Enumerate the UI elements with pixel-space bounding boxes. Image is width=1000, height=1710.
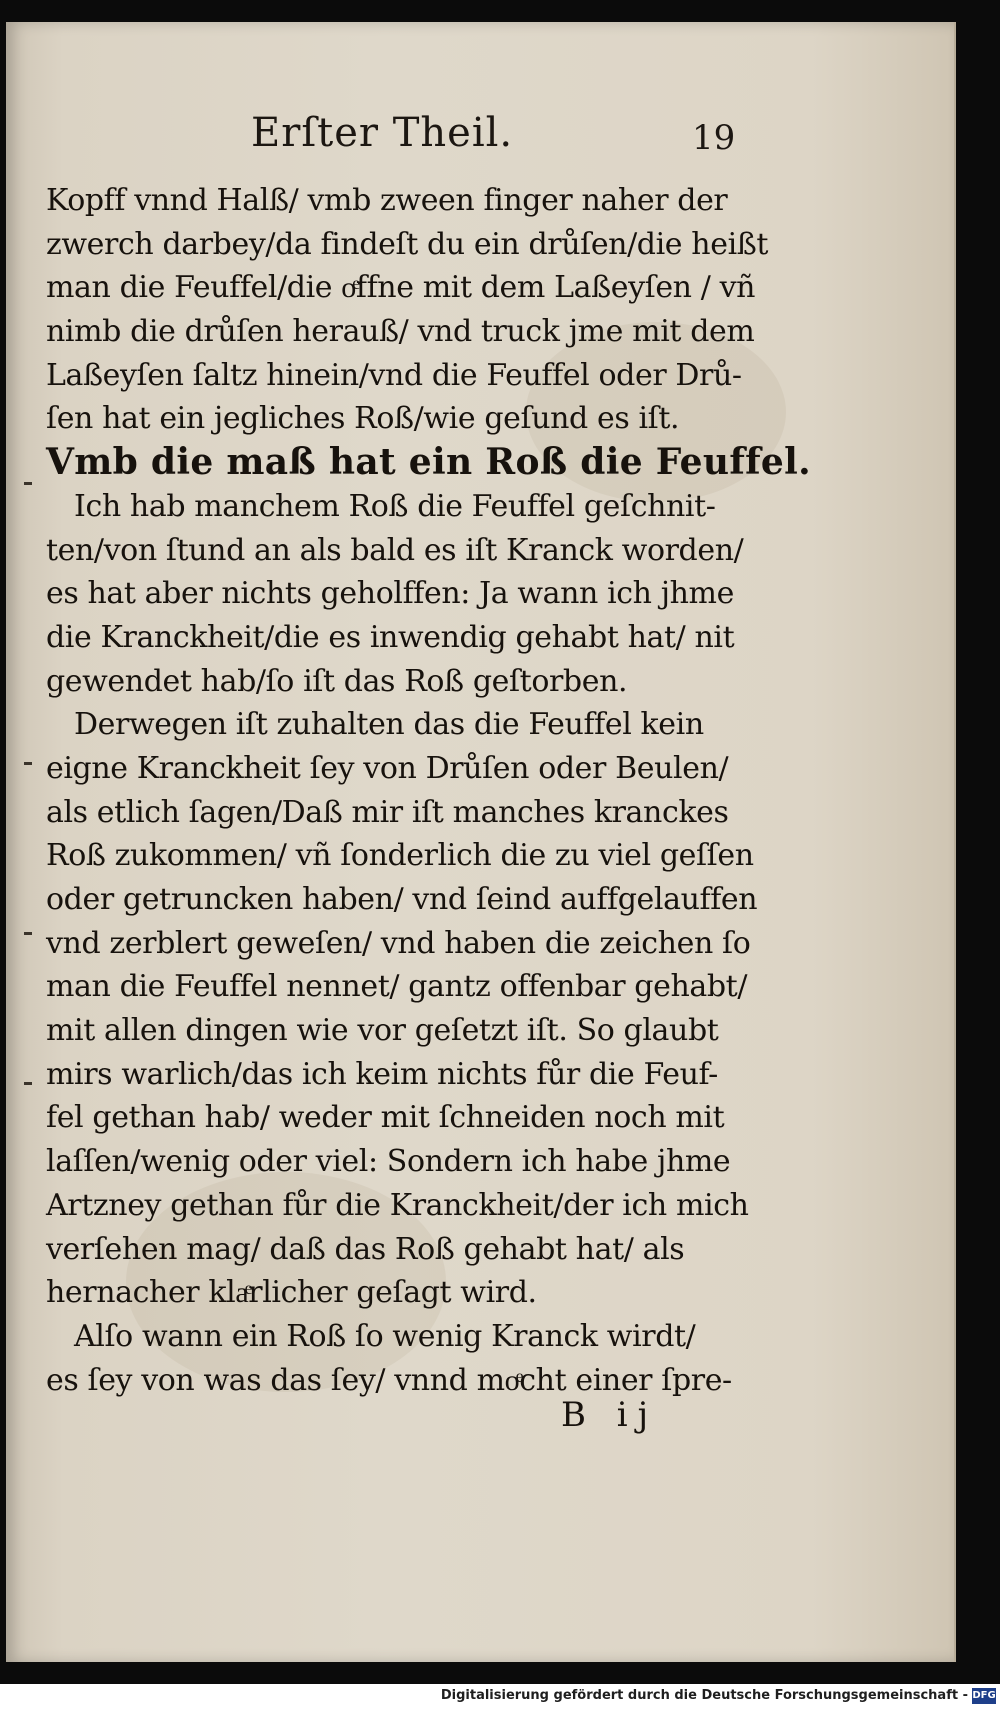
text-line: man die Feuffel/die oͤffne mit dem Laßeyſen / vñ — [46, 270, 756, 306]
text-line: Ich hab manchem Roß die Feuffel geſchnit- — [74, 488, 716, 524]
text-line: die Kranckheit/die es inwendig gehabt hat/ nit — [46, 619, 735, 655]
dfg-logo-icon: DFG — [972, 1688, 996, 1704]
text-line: zwerch darbey/da findeſt du ein drůſen/die heißt — [46, 226, 769, 262]
text-line: ſen hat ein jegliches Roß/wie geſund es iſt. — [46, 401, 680, 437]
funding-credit: Digitalisierung gefördert durch die Deutsche Forschungsgemeinschaft - — [440, 1688, 968, 1703]
text-line: mit allen dingen wie vor geſetzt iſt. So glaubt — [46, 1013, 719, 1049]
margin-mark — [24, 482, 32, 485]
text-line: verſehen mag/ daß das Roß gehabt hat/ als — [46, 1231, 685, 1267]
margin-mark — [24, 762, 32, 765]
text-line: Derwegen iſt zuhalten das die Feuffel kein — [74, 707, 704, 743]
running-head-title: Erſter Theil. — [251, 110, 514, 156]
text-line: ten/von ſtund an als bald es iſt Kranck worden/ — [46, 532, 744, 568]
text-line: Alſo wann ein Roß ſo wenig Kranck wirdt/ — [74, 1318, 696, 1354]
signature-mark: B ij — [561, 1395, 659, 1435]
text-line: eigne Kranckheit ſey von Drůſen oder Beulen/ — [46, 750, 729, 786]
margin-mark — [24, 1082, 32, 1085]
section-heading: Vmb die maß hat ein Roß die Feuffel. — [46, 441, 811, 484]
running-head — [6, 110, 954, 170]
page-number: 19 — [692, 118, 736, 158]
footer-bar — [0, 1684, 1000, 1710]
text-line: Roß zukommen/ vñ ſonderlich die zu viel geſſen — [46, 838, 754, 874]
text-line: Laßeyſen ſaltz hinein/vnd die Feuffel oder Drů- — [46, 357, 742, 393]
text-line: es ſey von was das ſey/ vnnd moͤcht einer ſpre- — [46, 1362, 732, 1398]
margin-mark — [24, 932, 32, 935]
text-line: oder getruncken haben/ vnd ſeind auffgelauffen — [46, 882, 758, 917]
book-page — [6, 22, 956, 1662]
text-line: man die Feuffel nennet/ gantz offenbar gehabt/ — [46, 969, 748, 1005]
body-text — [46, 179, 811, 1402]
text-line: mirs warlich/das ich keim nichts fůr die Feuf- — [46, 1056, 718, 1092]
text-line: als etlich ſagen/Daß mir iſt manches kranckes — [46, 794, 729, 830]
text-line: fel gethan hab/ weder mit ſchneiden noch mit — [46, 1100, 725, 1136]
text-line: nimb die drůſen herauß/ vnd truck jme mit dem — [46, 314, 755, 350]
text-line: Artzney gethan fůr die Kranckheit/der ich mich — [46, 1187, 749, 1223]
text-line: vnd zerblert geweſen/ vnd haben die zeichen ſo — [46, 925, 751, 961]
text-line: gewendet hab/ſo iſt das Roß geſtorben. — [46, 663, 628, 699]
text-line: hernacher klaͤrlicher geſagt wird. — [46, 1275, 537, 1311]
text-line: laſſen/wenig oder viel: Sondern ich habe jhme — [46, 1144, 731, 1180]
text-line: es hat aber nichts geholffen: Ja wann ich jhme — [46, 576, 734, 612]
text-line: Kopff vnnd Halß/ vmb zween finger naher der — [46, 183, 728, 218]
